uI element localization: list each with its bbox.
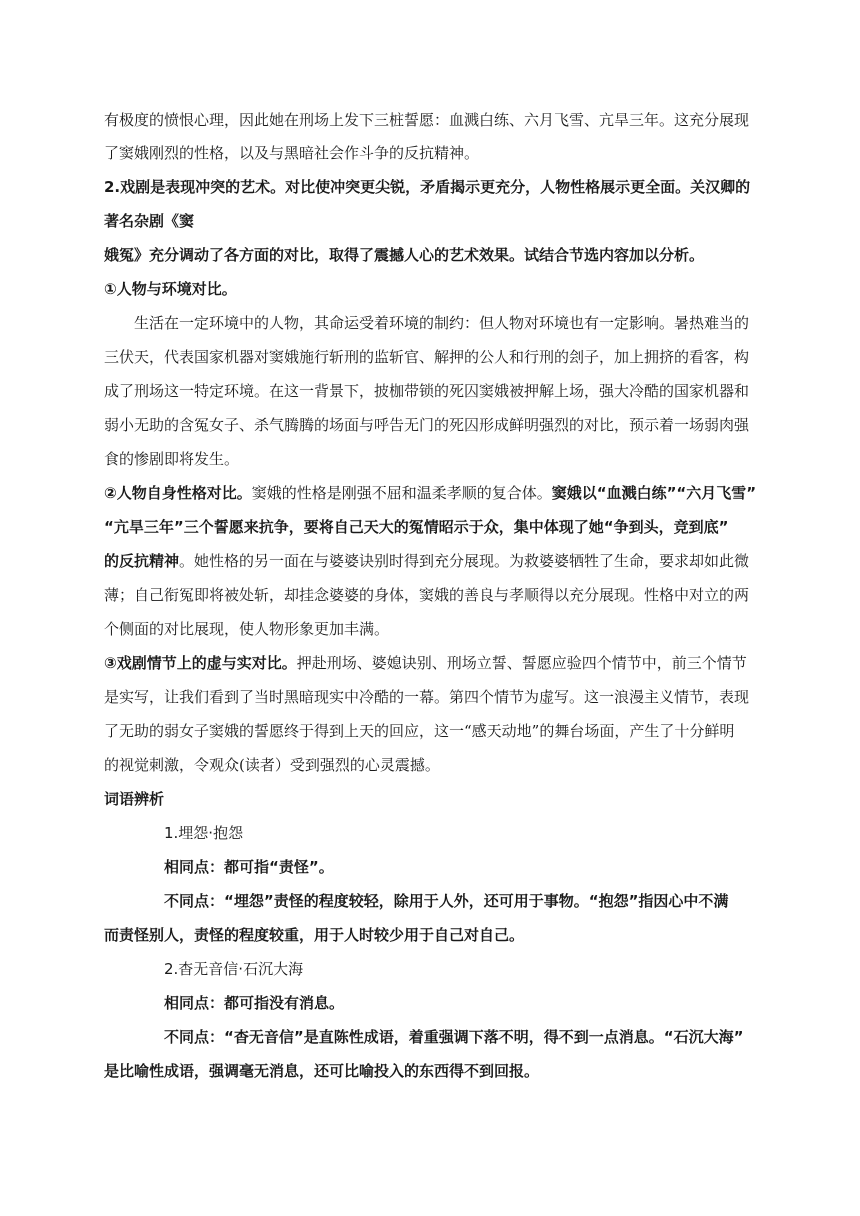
section-2-text: 。她性格的另一面在与婆婆诀别时得到充分展现。为救婆婆牺牲了生命，要求却如此微 <box>179 552 750 570</box>
paragraph-line: 个侧面的对比展现，使人物形象更加丰满。 <box>104 620 390 638</box>
vocab-item-1-same: 相同点：都可指“责怪”。 <box>164 858 334 876</box>
vocab-item-1-title: 1.埋怨·抱怨 <box>164 824 244 842</box>
paragraph-line: 食的惨剧即将发生。 <box>104 450 240 468</box>
vocab-item-2-diff: 不同点：“杳无音信”是直陈性成语，着重强调下落不明，得不到一点消息。“石沉大海” <box>164 1028 744 1046</box>
section-2-line <box>104 483 764 503</box>
section-2-heading: ②人物自身性格对比。 <box>104 484 252 502</box>
section-3-heading: ③戏剧情节上的虚与实对比。 <box>104 654 297 672</box>
section-1-heading: ①人物与环境对比。 <box>104 280 237 298</box>
section-2-text: 窦娥的性格是刚强不屈和温柔孝顺的复合体。 <box>251 484 552 502</box>
section-2-emphasis: 的反抗精神 <box>104 552 180 570</box>
paragraph-line: 了窦娥刚烈的性格，以及与黑暗社会作斗争的反抗精神。 <box>104 144 480 162</box>
question-2-line: 2.戏剧是表现冲突的艺术。对比使冲突更尖锐，矛盾揭示更充分，人物性格展示更全面。关汉卿的 <box>104 178 751 196</box>
vocab-item-2-diff: 是比喻性成语，强调毫无消息，还可比喻投入的东西得不到回报。 <box>104 1062 540 1080</box>
section-2-line <box>104 551 764 571</box>
vocab-item-1-diff: 而责怪别人，责怪的程度较重，用于人时较少用于自己对自己。 <box>104 926 525 944</box>
paragraph-line: 生活在一定环境中的人物，其命运受着环境的制约：但人物对环境也有一定影响。暑热难当的 <box>134 314 750 332</box>
question-2-line: 娥冤》充分调动了各方面的对比，取得了震撼人心的艺术效果。试结合节选内容加以分析。 <box>104 246 705 264</box>
paragraph-line: 是实写，让我们看到了当时黑暗现实中冷酷的一幕。第四个情节为虚写。这一浪漫主义情节，表现 <box>104 688 750 706</box>
section-3-text: 押赴刑场、婆媳诀别、刑场立誓、誓愿应验四个情节中，前三个情节 <box>296 654 747 672</box>
vocab-title: 词语辨析 <box>104 790 165 808</box>
paragraph-line: 三伏天，代表国家机器对窦娥施行斩刑的监斩官、解押的公人和行刑的刽子，加上拥挤的看客，构 <box>104 348 750 366</box>
paragraph-line: 弱小无助的含冤女子、杀气腾腾的场面与呼告无门的死囚形成鲜明强烈的对比，预示着一场弱肉强 <box>104 416 750 434</box>
question-2-line: 著名杂剧《窦 <box>104 212 195 230</box>
vocab-item-1-diff: 不同点：“埋怨”责怪的程度较轻，除用于人外，还可用于事物。“抱怨”指因心中不满 <box>164 892 729 910</box>
section-2-emphasis: 窦娥以“血溅白练”“六月飞雪” <box>551 484 757 502</box>
vocab-item-2-title: 2.杳无音信·石沉大海 <box>164 960 304 978</box>
paragraph-line: 的视觉刺激，令观众(读者）受到强烈的心灵震撼。 <box>104 756 440 774</box>
paragraph-line: 薄；自己衔冤即将被处斩，却挂念婆婆的身体，窦娥的善良与孝顺得以充分展现。性格中对立的两 <box>104 586 750 604</box>
paragraph-line: 成了刑场这一特定环境。在这一背景下，披枷带锁的死囚窦娥被押解上场，强大冷酷的国家机器和 <box>104 382 750 400</box>
paragraph-line: 有极度的愤恨心理，因此她在刑场上发下三桩誓愿：血溅白练、六月飞雪、亢旱三年。这充分展现 <box>104 111 750 129</box>
paragraph-line: 了无助的弱女子窦娥的誓愿终于得到上天的回应，这一“感天动地”的舞台场面，产生了十分鲜明 <box>104 722 735 740</box>
section-2-emphasis-line: “亢旱三年”三个誓愿来抗争，要将自己天大的冤情昭示于众，集中体现了她“争到头，竞到底” <box>104 518 729 536</box>
vocab-item-2-same: 相同点：都可指没有消息。 <box>164 994 345 1012</box>
section-3-line <box>104 653 764 673</box>
